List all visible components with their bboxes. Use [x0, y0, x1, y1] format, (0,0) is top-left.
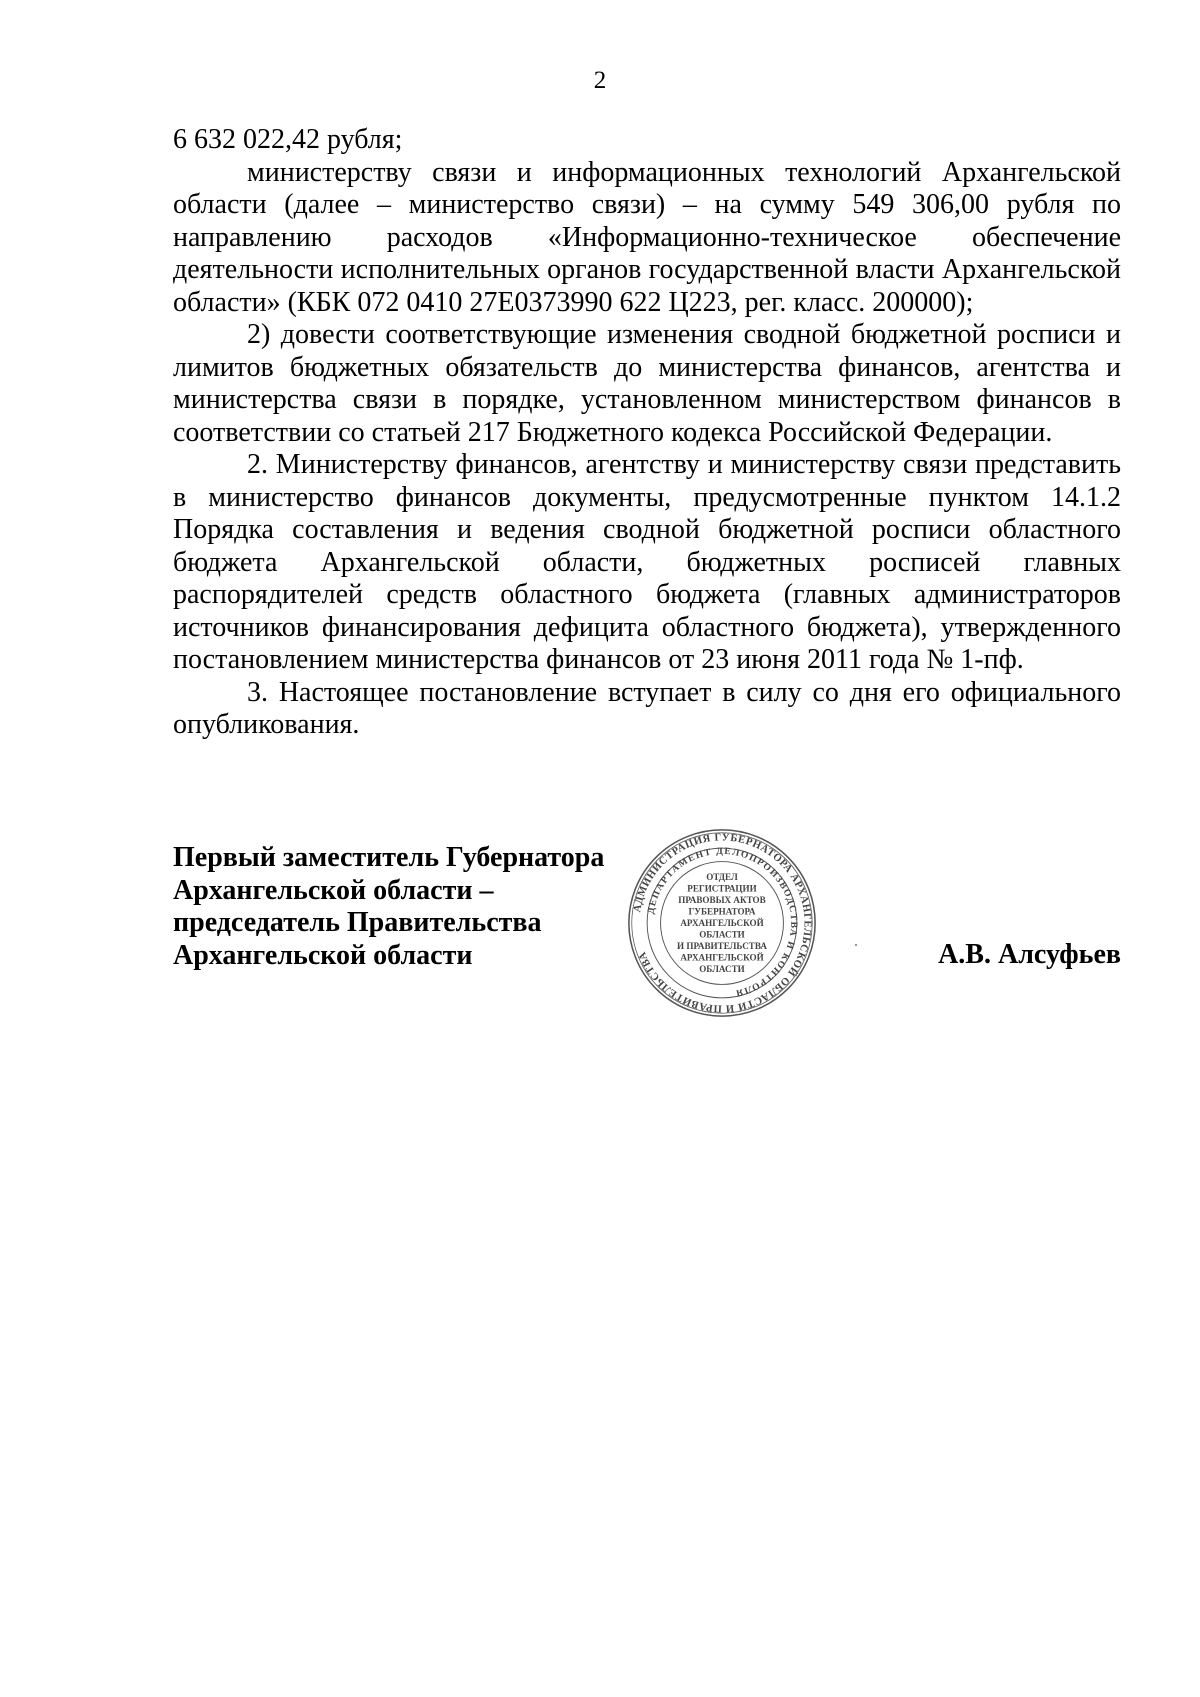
- page-number: 2: [593, 67, 607, 94]
- signatory-title-line: Первый заместитель Губернатора: [173, 842, 605, 873]
- signatory-title-line: Архангельской области –: [173, 874, 494, 906]
- stamp-outer-text: АДМИНИСТРАЦИЯ ГУБЕРНАТОРА АРХАНГЕЛЬСКОЙ ОБЛАСТИ И ПРАВИТЕЛЬСТВА: [632, 832, 813, 1014]
- signatory-title-line: Архангельской области: [173, 939, 473, 971]
- stamp-center-line: ОБЛАСТИ: [699, 963, 745, 974]
- stamp-center-line: ПРАВОВЫХ АКТОВ: [678, 894, 766, 905]
- signature-block: [173, 832, 1121, 1014]
- signatory-title-line: председатель Правительства: [173, 907, 542, 938]
- stamp-center-line: ГУБЕРНАТОРА: [688, 906, 756, 917]
- paragraph: 3. Настоящее постановление вступает в силу со дня его официального опубликования.: [173, 676, 1121, 740]
- official-stamp: [626, 827, 818, 1019]
- paragraph: 2) довести соответствующие изменения сводной бюджетной росписи и лимитов бюджетных обязательств до министерства финансов, агентства и министерства связи в порядке, установленном министерством финансов в соответствии со статьей 217 Бюджетного кодекса Российской Федерации.: [173, 319, 1121, 448]
- stamp-center-line: И ПРАВИТЕЛЬСТВА: [677, 940, 767, 951]
- stamp-inner-ring-text: ДЕПАРТАМЕНТ ДЕЛОПРОИЗВОДСТВА И КОНТРОЛЯ: [645, 845, 800, 999]
- document-body: [173, 124, 1121, 742]
- stamp-center-line: РЕГИСТРАЦИИ: [687, 883, 757, 894]
- stamp-center-line: ОБЛАСТИ: [699, 929, 745, 940]
- paragraph: 2. Министерству финансов, агентству и министерству связи представить в министерство финансов документы, предусмотренные пунктом 14.1.2 Порядка составления и ведения сводной бюджетной росписи областного бюджета Архангельской области, бюджетных росписей главных распорядителей средств областного бюджета (главных администраторов источников финансирования дефицита областного бюджета), утвержденного постановлением министерства финансов от 23 июня 2011 года № 1-пф.: [173, 449, 1121, 675]
- signatory-name: А.В. Алсуфьев: [938, 939, 1121, 970]
- paragraph: министерству связи и информационных технологий Архангельской области (далее – министерство связи) – на сумму 549 306,00 рубля по направлению расходов «Информационно-техническое обеспечение деятельности исполнительных органов государственной власти Архангельской области» (КБК 072 0410 27Е0373990 622 Ц223, рег. класс. 200000);: [173, 156, 1121, 318]
- stamp-center-line: АРХАНГЕЛЬСКОЙ: [680, 917, 764, 928]
- stamp-center-line: АРХАНГЕЛЬСКОЙ: [680, 952, 764, 963]
- signatory-title: [173, 842, 633, 972]
- scan-speck: [855, 944, 857, 946]
- paragraph: 6 632 022,42 рубля;: [173, 124, 403, 155]
- stamp-center-line: ОТДЕЛ: [706, 871, 738, 882]
